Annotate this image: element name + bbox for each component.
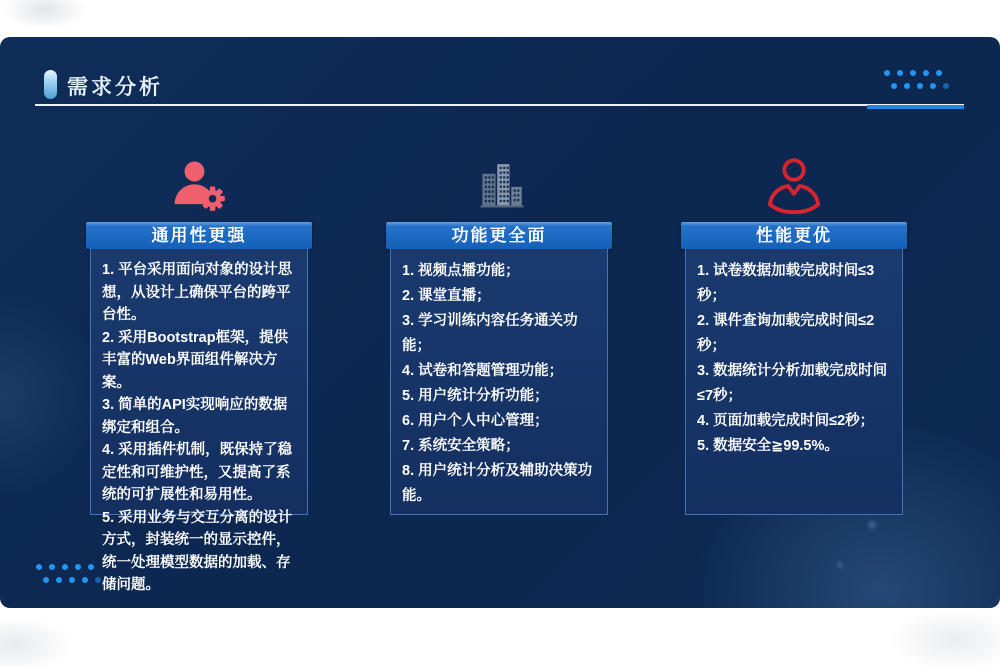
dot — [884, 70, 890, 76]
card-header-performance: 性能更优 — [681, 222, 907, 249]
list-item: 3. 简单的API实现响应的数据绑定和组合。 — [102, 397, 288, 436]
dot — [36, 564, 42, 570]
page-title: 需求分析 — [67, 76, 163, 99]
dot — [930, 83, 936, 89]
person-outline-icon — [763, 155, 825, 217]
list-item: 1. 试卷数据加载完成时间≤3秒； — [697, 263, 875, 304]
dot — [62, 564, 68, 570]
card-body-performance — [685, 249, 903, 515]
card-header-functions: 功能更全面 — [386, 222, 612, 249]
dot — [43, 577, 49, 583]
list-item: 5. 数据安全≧99.5%。 — [697, 438, 839, 454]
dots-row — [891, 83, 949, 89]
dots-decoration-top-right — [884, 70, 949, 89]
dots-row — [884, 70, 949, 76]
column-performance — [681, 150, 907, 515]
list-item: 1. 视频点播功能； — [402, 263, 520, 279]
list-item: 5. 用户统计分析功能； — [402, 388, 549, 404]
title-bullet — [44, 70, 57, 99]
dot — [917, 83, 923, 89]
dot — [923, 70, 929, 76]
dots-row — [36, 564, 101, 570]
dot — [49, 564, 55, 570]
list-item: 8. 用户统计分析及辅助决策功能。 — [402, 463, 593, 504]
icon-box — [86, 150, 312, 222]
divider-blue-segment — [867, 105, 964, 109]
list-item: 6. 用户个人中心管理； — [402, 413, 549, 429]
dot — [88, 564, 94, 570]
list-item: 4. 试卷和答题管理功能； — [402, 363, 564, 379]
list-item: 2. 采用Bootstrap框架，提供丰富的Web界面组件解决方案。 — [102, 329, 289, 391]
column-universality — [86, 150, 312, 593]
list-item: 7. 系统安全策略； — [402, 438, 520, 454]
list-item: 1. 平台采用面向对象的设计思想，从设计上确保平台的跨平台性。 — [102, 262, 293, 323]
list-item: 3. 数据统计分析加载完成时间≤7秒； — [697, 363, 888, 404]
dot — [95, 577, 101, 583]
list-item: 2. 课堂直播； — [402, 288, 491, 304]
slide-background — [0, 37, 1000, 608]
title-divider — [35, 104, 964, 106]
list-item: 2. 课件查询加载完成时间≤2秒； — [697, 313, 875, 354]
card-header-universality: 通用性更强 — [86, 222, 312, 249]
card-body-universality — [90, 249, 308, 593]
dot — [891, 83, 897, 89]
list-item: 5. 采用业务与交互分离的设计方式，封装统一的显示控件，统一处理模型数据的加载、存储问题。 — [102, 509, 293, 593]
user-gear-icon — [170, 157, 228, 215]
dot — [904, 83, 910, 89]
icon-box — [386, 150, 612, 222]
dot — [943, 83, 949, 89]
dot — [897, 70, 903, 76]
dot — [82, 577, 88, 583]
list-item: 4. 采用插件机制，既保持了稳定性和可维护性，又提高了系统的可扩展性和易用性。 — [102, 442, 293, 503]
column-functions — [386, 150, 612, 515]
dot — [56, 577, 62, 583]
card-body-functions — [390, 249, 608, 515]
dot — [910, 70, 916, 76]
dot — [936, 70, 942, 76]
dot — [75, 564, 81, 570]
building-icon — [471, 158, 527, 214]
dots-decoration-bottom-left — [36, 564, 101, 583]
dot — [69, 577, 75, 583]
list-item: 4. 页面加载完成时间≤2秒； — [697, 413, 875, 429]
icon-box — [681, 150, 907, 222]
dots-row — [43, 577, 101, 583]
list-item: 3. 学习训练内容任务通关功能； — [402, 313, 578, 354]
